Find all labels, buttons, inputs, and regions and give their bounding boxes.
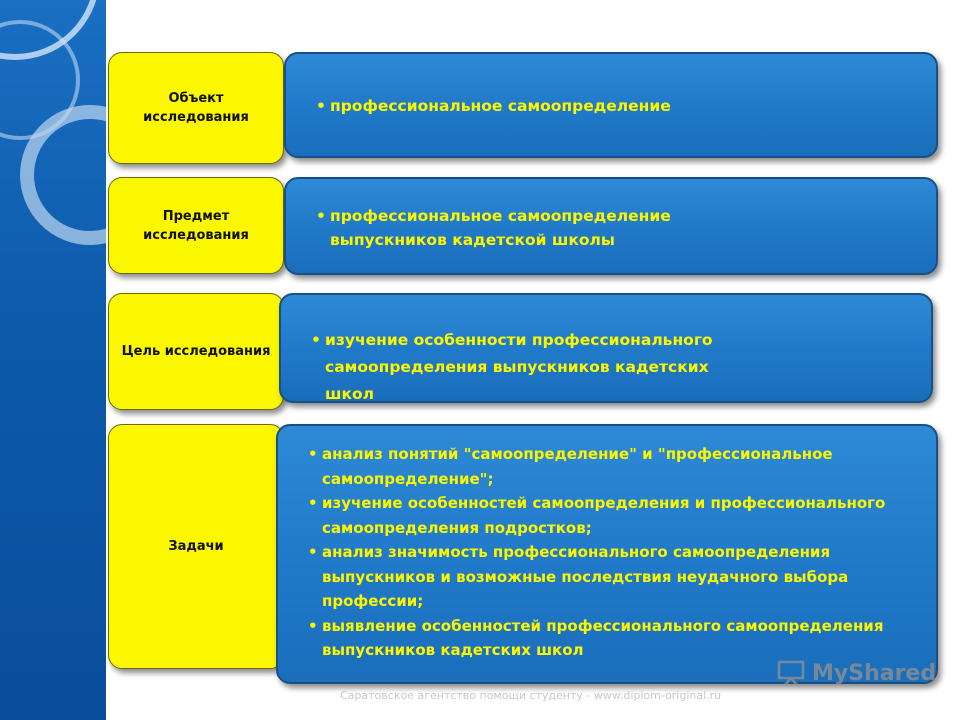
label-goal-text: Цель исследования <box>121 344 271 359</box>
content-tasks-item: • анализ значимость профессионального самоопределения выпускников и возможные последствия неудачного выбора профессии; <box>304 540 896 614</box>
content-tasks-item: • изучение особенностей самоопределения и профессионального самоопределения подростков; <box>304 491 896 540</box>
footer-credit: Саратовское агентство помощи студенту - www.diplom-original.ru <box>340 689 722 702</box>
row-goal <box>108 293 940 411</box>
content-tasks <box>276 424 938 684</box>
watermark-text: MyShared <box>812 660 937 686</box>
label-goal <box>108 293 284 410</box>
row-object <box>108 52 940 164</box>
content-tasks-item: • анализ понятий "самоопределение" и "профессиональное самоопределение"; <box>304 442 896 491</box>
content-subject-item: • профессиональное самоопределение выпускников кадетской школы <box>312 204 756 252</box>
label-tasks-text: Задачи <box>168 539 224 554</box>
label-object-text: Объект исследования <box>143 91 249 125</box>
row-subject <box>108 177 940 275</box>
label-tasks <box>108 424 284 669</box>
presentation-board-icon <box>776 660 806 686</box>
content-goal-item: • изучение особенности профессионального самоопределения выпускников кадетских школ <box>307 327 761 408</box>
content-object-item: • профессиональное самоопределение <box>312 94 916 118</box>
myshared-watermark <box>776 660 936 686</box>
label-subject-text: Предмет исследования <box>143 208 249 243</box>
content-object <box>284 52 938 158</box>
decorative-ring <box>0 0 100 60</box>
row-tasks <box>108 424 940 686</box>
label-subject <box>108 177 284 274</box>
label-object <box>108 52 284 164</box>
decorative-side-band <box>0 0 106 720</box>
content-tasks-item: • выявление особенностей профессионального самоопределения выпускников кадетских школ <box>304 614 896 663</box>
content-goal <box>279 293 933 403</box>
content-subject <box>284 177 938 275</box>
